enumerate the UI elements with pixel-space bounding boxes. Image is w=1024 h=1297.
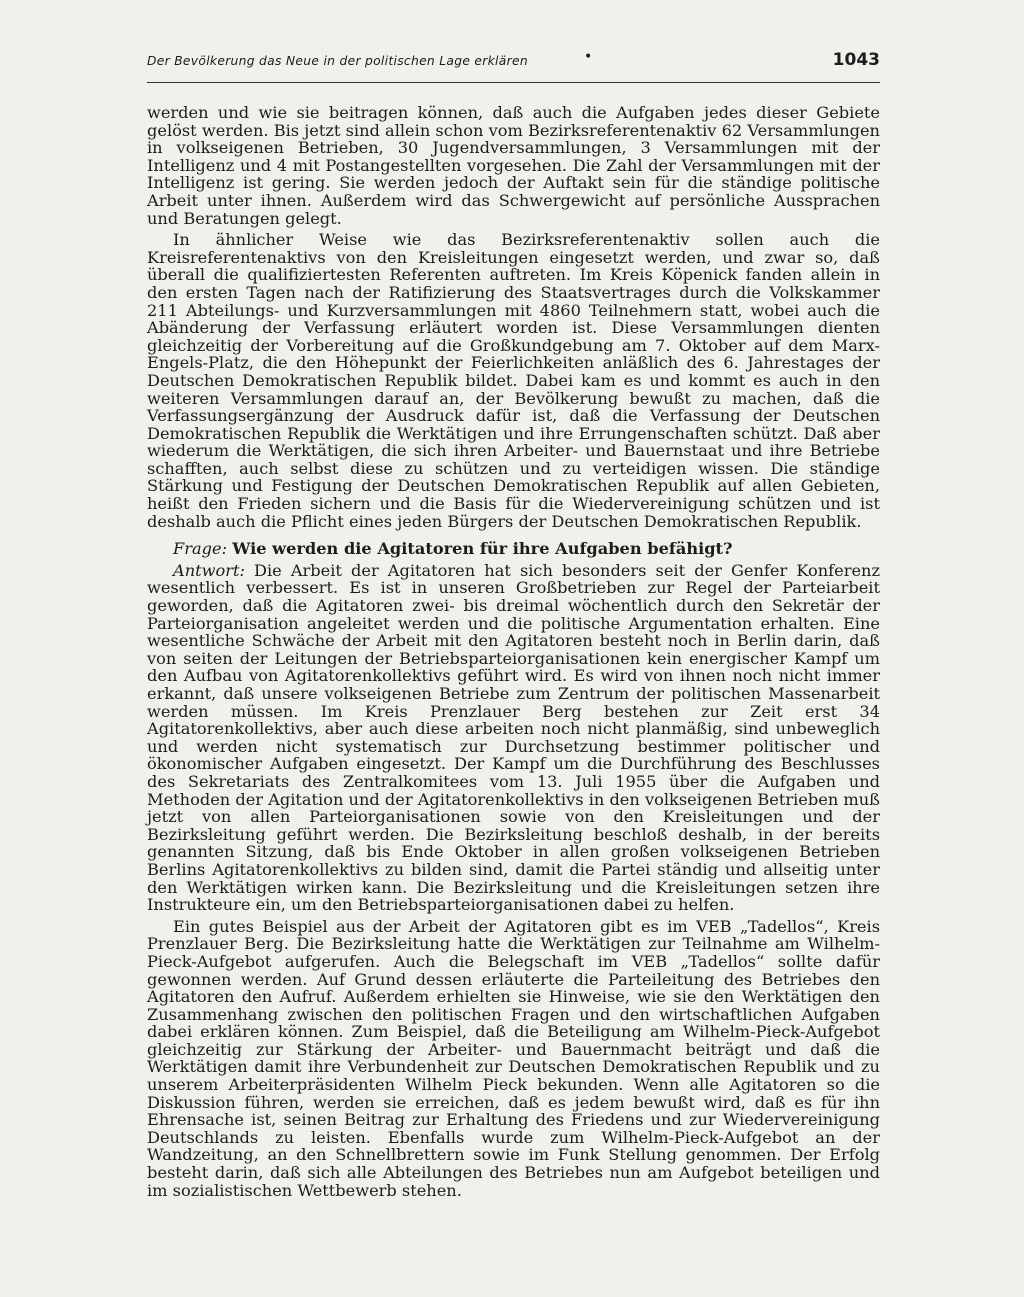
question-text: Wie werden die Agitatoren für ihre Aufgaben befähigt?	[232, 539, 733, 559]
answer-paragraph	[147, 562, 880, 914]
question-label: Frage:	[173, 539, 228, 559]
running-head: Der Bevölkerung das Neue in der politischen Lage erklären	[147, 54, 528, 68]
page-header	[147, 49, 880, 83]
body-text	[147, 104, 880, 1199]
header-dot: •	[584, 49, 593, 65]
question-paragraph	[147, 540, 880, 558]
answer-text: Die Arbeit der Agitatoren hat sich besonders seit der Genfer Konferenz wesentlich verbessert. Es ist in unseren Großbetrieben zur Regel der Parteiarbeit geworden, daß die Agitatoren zwei- bis dreimal wöchentlich durch den Sekretär der Parteiorganisation angeleitet werden und die politische Argumentation erhalten. Eine wesentliche Schwäche der Arbeit mit den Agitatoren besteht noch in Berlin darin, daß von seiten der Leitungen der Betriebsparteiorganisationen kein energischer Kampf um den Aufbau von Agitatorenkollektivs geführt wird. Es wird von ihnen noch nicht immer erkannt, daß unsere volkseigenen Betriebe zum Zentrum der politischen Massenarbeit werden müssen. Im Kreis Prenzlauer Berg bestehen zur Zeit erst 34 Agitatorenkollektivs, aber auch diese arbeiten noch nicht planmäßig, sind unbeweglich und werden nicht systematisch zur Durchsetzung bestimmer politischer und ökonomischer Aufgaben eingesetzt. Der Kampf um die Durchführung des Beschlusses des Sekretariats des Zentralkomitees vom 13. Juli 1955 über die Aufgaben und Methoden der Agitation und der Agitatorenkollektivs in den volkseigenen Betrieben muß jetzt von allen Parteiorganisationen sowie von den Kreisleitungen und der Bezirksleitung geführt werden. Die Bezirksleitung beschloß deshalb, in der bereits genannten Sitzung, daß bis Ende Oktober in allen großen volkseigenen Betrieben Berlins Agitatorenkollektivs zu bilden sind, damit die Partei ständig und allseitig unter den Werktätigen wirken kann. Die Bezirksleitung und die Kreisleitungen setzen ihre Instrukteure ein, um den Betriebsparteiorganisationen dabei zu helfen.	[147, 560, 880, 915]
paragraph-continuation: werden und wie sie beitragen können, daß auch die Aufgaben jedes dieser Gebiete gelöst werden. Bis jetzt sind allein schon vom Bezirksreferentenaktiv 62 Versammlungen in volkseigenen Betrieben, 30 Jugendversammlungen, 3 Versammlungen mit der Intelligenz und 4 mit Postangestellten vorgesehen. Die Zahl der Versammlungen mit der Intelligenz ist gering. Sie werden jedoch der Auftakt sein für die ständige politische Arbeit unter ihnen. Außerdem wird das Schwergewicht auf persönliche Aussprachen und Beratungen gelegt.	[147, 103, 880, 228]
paragraph-tadellos-example: Ein gutes Beispiel aus der Arbeit der Agitatoren gibt es im VEB „Tadellos“, Kreis Prenzlauer Berg. Die Bezirksleitung hatte die Werktätigen zur Teilnahme am Wilhelm-Pieck-Aufgebot aufgerufen. Auch die Belegschaft im VEB „Tadellos“ sollte dafür gewonnen werden. Auf Grund dessen erläuterte die Parteileitung des Betriebes den Agitatoren den Aufruf. Außerdem erhielten sie Hinweise, wie sie den Werktätigen den Zusammenhang zwischen den politischen Fragen und den wirtschaftlichen Aufgaben dabei erklären können. Zum Beispiel, daß die Beteiligung am Wilhelm-Pieck-Aufgebot gleichzeitig zur Stärkung der Arbeiter- und Bauernmacht beiträgt und daß die Werktätigen damit ihre Verbundenheit zur Deutschen Demokratischen Republik und zu unserem Arbeiterpräsidenten Wilhelm Pieck bekunden. Wenn alle Agitatoren so die Diskussion führen, werden sie erreichen, daß es jedem bewußt wird, daß es für ihn Ehrensache ist, seinen Beitrag zur Erhaltung des Friedens und zur Wiedervereinigung Deutschlands zu leisten. Ebenfalls wurde zum Wilhelm-Pieck-Aufgebot an der Wandzeitung, an den Schnellbrettern sowie im Funk Stellung genommen. Der Erfolg besteht darin, daß sich alle Abteilungen des Betriebes nun am Aufgebot beteiligen und im sozialistischen Wettbewerb stehen.	[147, 916, 880, 1200]
paragraph-kreisreferentenaktivs: In ähnlicher Weise wie das Bezirksreferentenaktiv sollen auch die Kreisreferentenaktivs von den Kreisleitungen eingesetzt werden, und zwar so, daß überall die qualifiziertesten Referenten auftreten. Im Kreis Köpenick fanden allein in den ersten Tagen nach der Ratifizierung des Staatsvertrages durch die Volkskammer 211 Abteilungs- und Kurzversammlungen mit 4860 Teilnehmern statt, wobei auch die Abänderung der Verfassung erläutert worden ist. Diese Versammlungen dienten gleichzeitig der Vorbereitung auf die Großkundgebung am 7. Oktober auf dem Marx-Engels-Platz, die den Höhepunkt der Feierlichkeiten anläßlich des 6. Jahrestages der Deutschen Demokratischen Republik bildet. Dabei kam es und kommt es auch in den weiteren Versammlungen darauf an, der Bevölkerung bewußt zu machen, daß die Verfassungsergänzung der Ausdruck dafür ist, daß die Verfassung der Deutschen Demokratischen Republik die Werktätigen und ihre Errungenschaften schützt. Daß aber wiederum die Werktätigen, die sich ihren Arbeiter- und Bauernstaat und ihre Betriebe schafften, auch selbst diese zu schützen und zu verteidigen wissen. Die ständige Stärkung und Festigung der Deutschen Demokratischen Republik auf allen Gebieten, heißt den Frieden sichern und die Basis für die Wiedervereinigung schützen und ist deshalb auch die Pflicht eines jeden Bürgers der Deutschen Demokratischen Republik.	[147, 230, 880, 531]
page-number: 1043	[832, 50, 880, 70]
answer-label: Antwort:	[173, 560, 245, 580]
